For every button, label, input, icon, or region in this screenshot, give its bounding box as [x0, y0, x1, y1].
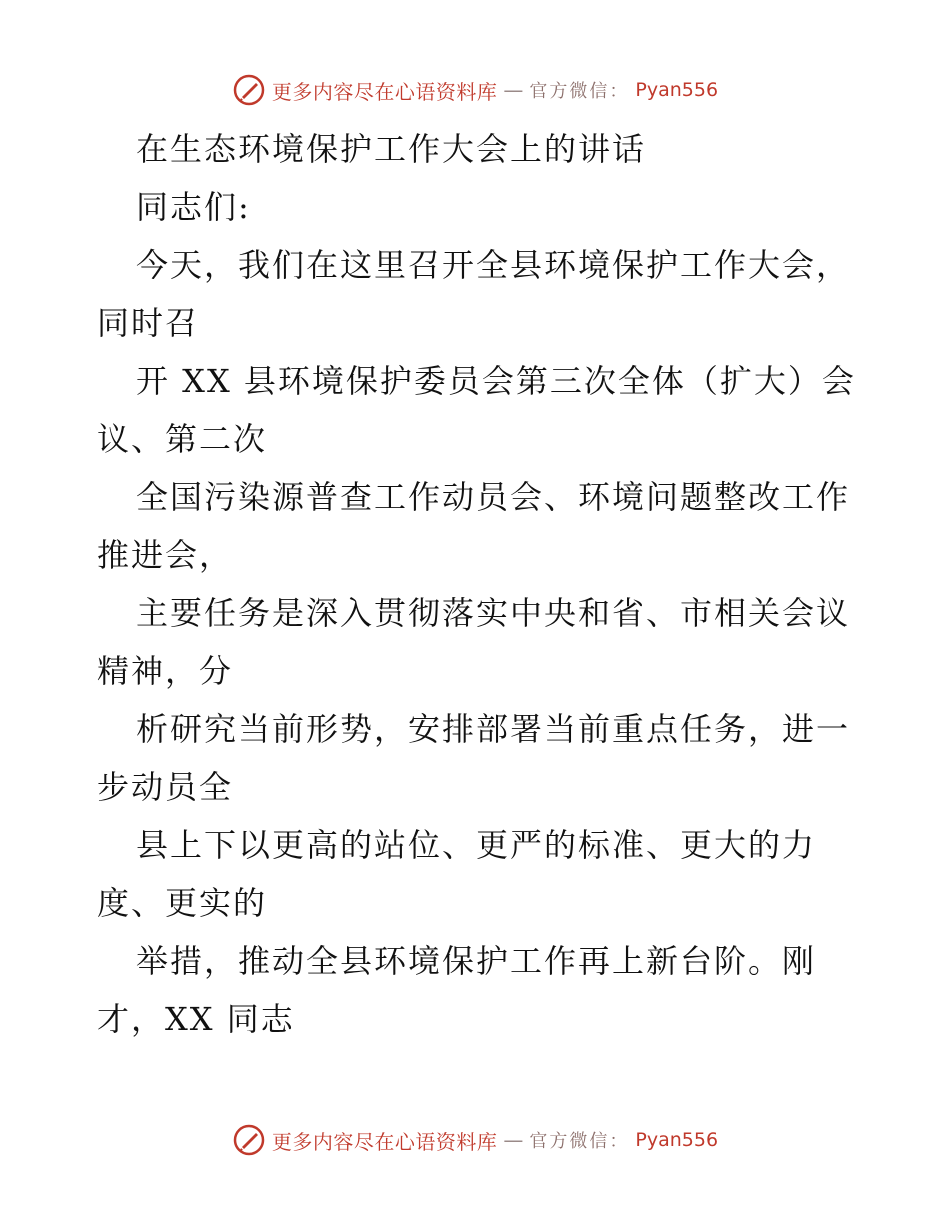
body-line: 推进会， — [97, 536, 234, 574]
pen-logo-icon — [232, 1123, 266, 1157]
pen-logo-icon — [232, 73, 266, 107]
watermark-separator: — — [503, 78, 524, 102]
watermark-wechat-label: 官方微信： — [529, 81, 630, 102]
body-line: 才，XX 同志 — [97, 1000, 295, 1038]
document-title: 在生态环境保护工作大会上的讲话 — [136, 130, 647, 168]
watermark-separator: — — [503, 1128, 524, 1152]
body-line: 县上下以更高的站位、更严的标准、更大的力 — [136, 826, 817, 864]
body-line: 开 XX 县环境保护委员会第三次全体（扩大）会 — [136, 362, 856, 400]
body-line: 同时召 — [97, 304, 200, 342]
watermark-wechat-label: 官方微信： — [529, 1131, 630, 1152]
body-line: 今天，我们在这里召开全县环境保护工作大会， — [136, 246, 851, 284]
body-line: 度、更实的 — [97, 884, 268, 922]
watermark-wechat-id: Pyan556 — [635, 1129, 719, 1151]
body-line: 步动员全 — [97, 768, 234, 806]
watermark-wechat-id: Pyan556 — [635, 79, 719, 101]
body-line: 析研究当前形势，安排部署当前重点任务，进一 — [136, 710, 851, 748]
body-line: 议、第二次 — [97, 420, 268, 458]
header-watermark — [0, 70, 950, 110]
salutation: 同志们: — [136, 188, 251, 226]
watermark-brand-text: 更多内容尽在心语资料库 — [271, 1129, 498, 1154]
body-line: 举措，推动全县环境保护工作再上新台阶。刚 — [136, 942, 817, 980]
body-line: 全国污染源普查工作动员会、环境问题整改工作 — [136, 478, 851, 516]
footer-watermark — [0, 1120, 950, 1160]
body-line: 主要任务是深入贯彻落实中央和省、市相关会议 — [136, 594, 851, 632]
document-body — [97, 120, 887, 1048]
body-line: 精神，分 — [97, 652, 234, 690]
watermark-brand-text: 更多内容尽在心语资料库 — [271, 79, 498, 104]
